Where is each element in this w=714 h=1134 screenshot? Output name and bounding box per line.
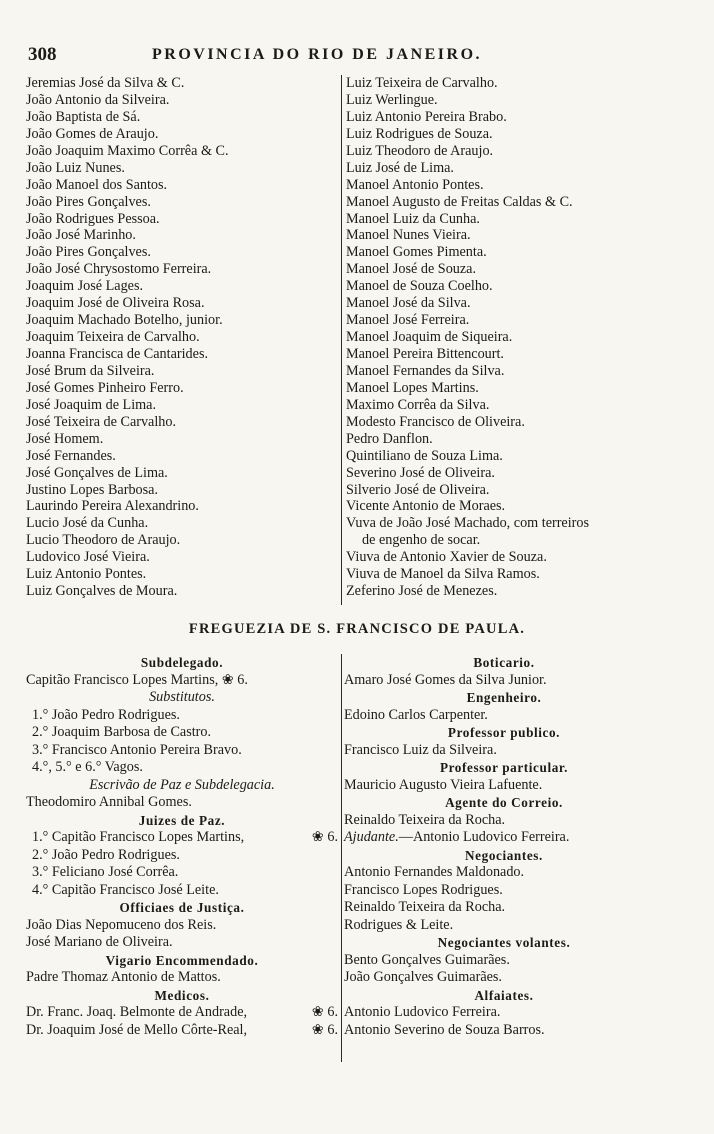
name-entry: José Homem. bbox=[26, 430, 104, 447]
name-entry: José Teixeira de Carvalho. bbox=[26, 413, 177, 430]
prof-publico-heading: Professor publico. bbox=[447, 725, 561, 740]
name-entry: Manoel Fernandes da Silva. bbox=[346, 362, 505, 379]
officiaes-heading: Officiaes de Justiça. bbox=[119, 900, 245, 915]
name-entry: Luiz Teixeira de Carvalho. bbox=[346, 75, 498, 91]
name-entry: José Gonçalves de Lima. bbox=[26, 464, 168, 481]
column-divider-bottom bbox=[341, 654, 342, 1062]
substituto-item: 3.° Francisco Antonio Pereira Bravo. bbox=[32, 741, 242, 758]
names-list-left bbox=[26, 75, 326, 600]
name-entry: Manoel José de Souza. bbox=[346, 261, 477, 278]
name-entry: Manoel José Ferreira. bbox=[346, 312, 470, 329]
name-entry: Lucio Theodoro de Araujo. bbox=[26, 532, 181, 549]
prof-particular-heading: Professor particular. bbox=[439, 760, 569, 775]
juizes-heading: Juizes de Paz. bbox=[138, 812, 226, 828]
name-entry: João José Chrysostomo Ferreira. bbox=[26, 261, 212, 278]
name-entry: Quintiliano de Souza Lima. bbox=[346, 447, 503, 464]
substitutos-heading: Substitutos. bbox=[149, 689, 215, 705]
name-entry: Manoel Nunes Vieira. bbox=[346, 227, 471, 244]
name-entry: Luiz Rodrigues de Souza. bbox=[346, 125, 493, 142]
alfaiate-item: Antonio Ludovico Ferreira. bbox=[344, 1004, 501, 1020]
name-entry: Manoel Augusto de Freitas Caldas & C. bbox=[346, 193, 573, 210]
medico-1-name: Dr. Franc. Joaq. Belmonte de Andrade, bbox=[26, 1004, 248, 1020]
ajudante-name: —Antonio Ludovico Ferreira. bbox=[398, 829, 570, 845]
name-entry: Manoel Luiz da Cunha. bbox=[346, 210, 480, 227]
name-entry: João Antonio da Silveira. bbox=[26, 91, 170, 108]
negociante-item: Francisco Lopes Rodrigues. bbox=[344, 881, 503, 898]
name-entry: Joaquim Machado Botelho, junior. bbox=[26, 312, 223, 329]
official-item: João Dias Nepomuceno dos Reis. bbox=[26, 916, 217, 933]
medico-1-mark: ❀ 6. bbox=[311, 1004, 338, 1020]
boticario-heading: Boticario. bbox=[473, 655, 535, 670]
name-entry: Vuva de João José Machado, com terreiros bbox=[346, 515, 590, 532]
name-entry: Severino José de Oliveira. bbox=[346, 464, 495, 481]
name-entry: Manoel José da Silva. bbox=[346, 295, 471, 312]
juiz-item: 3.° Feliciano José Corrêa. bbox=[32, 864, 179, 880]
officials-column bbox=[26, 654, 338, 1039]
name-entry: Manoel de Souza Coelho. bbox=[346, 278, 493, 295]
boticario-name: Amaro José Gomes da Silva Junior. bbox=[344, 671, 547, 688]
prof-publico-name: Francisco Luiz da Silveira. bbox=[344, 741, 497, 758]
juiz-item: 2.° João Pedro Rodrigues. bbox=[32, 846, 180, 863]
name-entry: José Joaquim de Lima. bbox=[26, 396, 157, 413]
name-entry: Jeremias José da Silva & C. bbox=[26, 75, 185, 91]
name-entry: Maximo Corrêa da Silva. bbox=[346, 396, 490, 413]
name-entry: Viuva de Antonio Xavier de Souza. bbox=[346, 549, 547, 566]
negociante-item: Rodrigues & Leite. bbox=[344, 916, 454, 933]
names-list-right bbox=[346, 75, 686, 600]
name-entry: Ludovico José Vieira. bbox=[26, 549, 150, 566]
name-entry: Justino Lopes Barbosa. bbox=[26, 481, 159, 498]
medico-item bbox=[26, 1004, 338, 1022]
name-entry: Manoel Joaquim de Siqueira. bbox=[346, 329, 513, 346]
name-entry: Zeferino José de Menezes. bbox=[346, 583, 498, 600]
substituto-item: 2.° Joaquim Barbosa de Castro. bbox=[32, 724, 212, 740]
juiz-1-name: 1.° Capitão Francisco Lopes Martins, bbox=[32, 829, 245, 845]
prof-particular-name: Mauricio Augusto Vieira Lafuente. bbox=[344, 776, 543, 793]
name-entry: Viuva de Manoel da Silva Ramos. bbox=[346, 566, 540, 583]
name-entry: Pedro Danflon. bbox=[346, 430, 433, 447]
substituto-item: 1.° João Pedro Rodrigues. bbox=[32, 706, 180, 723]
volantes-heading: Negociantes volantes. bbox=[437, 935, 571, 950]
name-entry: Luiz Werlingue. bbox=[346, 91, 438, 108]
name-entry: Lucio José da Cunha. bbox=[26, 515, 149, 532]
juiz-item: 4.° Capitão Francisco José Leite. bbox=[32, 881, 219, 898]
name-entry: Laurindo Pereira Alexandrino. bbox=[26, 498, 199, 515]
name-entry: Luiz Theodoro de Araujo. bbox=[346, 142, 494, 159]
name-entry: João Pires Gonçalves. bbox=[26, 244, 151, 261]
alfaiates-heading: Alfaiates. bbox=[474, 987, 534, 1003]
negociante-item: Antonio Fernandes Maldonado. bbox=[344, 864, 525, 880]
volante-item: Bento Gonçalves Guimarães. bbox=[344, 951, 510, 968]
subdelegado-mark: ❀ 6. bbox=[221, 671, 248, 688]
escrivao-name: Theodomiro Annibal Gomes. bbox=[26, 794, 192, 810]
medico-2-name: Dr. Joaquim José de Mello Côrte-Real, bbox=[26, 1021, 248, 1038]
juiz-1-mark: ❀ 6. bbox=[311, 829, 338, 845]
subdelegado-name: Capitão Francisco Lopes Martins, bbox=[26, 671, 219, 688]
name-entry: Joaquim José Lages. bbox=[26, 278, 144, 295]
correio-name: Reinaldo Teixeira da Rocha. bbox=[344, 811, 506, 828]
trades-column bbox=[344, 654, 664, 1039]
subdelegado-heading: Subdelegado. bbox=[140, 655, 224, 670]
page-number: 308 bbox=[28, 44, 57, 65]
subdelegado-entry bbox=[26, 672, 338, 690]
name-entry: de engenho de socar. bbox=[362, 532, 481, 549]
name-entry: Luiz Antonio Pereira Brabo. bbox=[346, 108, 507, 125]
volante-item: João Gonçalves Guimarães. bbox=[344, 969, 502, 985]
alfaiate-item: Antonio Severino de Souza Barros. bbox=[344, 1021, 545, 1038]
name-entry: Joanna Francisca de Cantarides. bbox=[26, 346, 209, 362]
substituto-item: 4.°, 5.° e 6.° Vagos. bbox=[32, 759, 143, 775]
name-entry: José Gomes Pinheiro Ferro. bbox=[26, 379, 184, 396]
official-item: José Mariano de Oliveira. bbox=[26, 934, 173, 950]
ajudante-entry bbox=[344, 829, 664, 847]
name-entry: João Pires Gonçalves. bbox=[26, 193, 151, 210]
name-entry: José Fernandes. bbox=[26, 447, 116, 464]
name-entry: Modesto Francisco de Oliveira. bbox=[346, 413, 525, 430]
name-entry: Joaquim José de Oliveira Rosa. bbox=[26, 295, 205, 312]
name-entry: Manoel Pereira Bittencourt. bbox=[346, 346, 504, 362]
name-entry: Vicente Antonio de Moraes. bbox=[346, 498, 506, 515]
column-divider-top bbox=[341, 75, 342, 605]
name-entry: Manoel Antonio Pontes. bbox=[346, 176, 484, 193]
name-entry: Silverio José de Oliveira. bbox=[346, 481, 490, 498]
medico-item bbox=[26, 1022, 338, 1040]
medico-2-mark: ❀ 6. bbox=[311, 1021, 338, 1038]
name-entry: José Brum da Silveira. bbox=[26, 362, 155, 379]
ajudante-label: Ajudante. bbox=[344, 829, 399, 845]
name-entry: Joaquim Teixeira de Carvalho. bbox=[26, 329, 200, 346]
juiz-item bbox=[26, 829, 338, 847]
name-entry: João Manoel dos Santos. bbox=[26, 176, 168, 193]
negociante-item: Reinaldo Teixeira da Rocha. bbox=[344, 899, 506, 915]
engenheiro-name: Edoino Carlos Carpenter. bbox=[344, 706, 488, 723]
correio-heading: Agente do Correio. bbox=[445, 795, 563, 810]
name-entry: João Rodrigues Pessoa. bbox=[26, 210, 160, 227]
name-entry: João Luiz Nunes. bbox=[26, 159, 125, 176]
medicos-heading: Medicos. bbox=[154, 987, 210, 1003]
name-entry: João José Marinho. bbox=[26, 227, 136, 244]
name-entry: Luiz Antonio Pontes. bbox=[26, 566, 147, 583]
vigario-name: Padre Thomaz Antonio de Mattos. bbox=[26, 969, 221, 985]
section-title: FREGUEZIA DE S. FRANCISCO DE PAULA. bbox=[188, 621, 526, 637]
name-entry: Luiz Gonçalves de Moura. bbox=[26, 583, 178, 600]
name-entry: Manoel Lopes Martins. bbox=[346, 379, 479, 396]
escrivao-heading: Escrivão de Paz e Subdelegacia. bbox=[89, 776, 275, 793]
negociantes-heading: Negociantes. bbox=[465, 847, 543, 863]
engenheiro-heading: Engenheiro. bbox=[466, 690, 542, 705]
name-entry: Luiz José de Lima. bbox=[346, 159, 454, 176]
vigario-heading: Vigario Encommendado. bbox=[105, 952, 259, 968]
name-entry: João Gomes de Araujo. bbox=[26, 125, 159, 142]
name-entry: João Baptista de Sá. bbox=[26, 108, 141, 125]
page-title: PROVINCIA DO RIO DE JANEIRO. bbox=[152, 46, 483, 63]
name-entry: João Joaquim Maximo Corrêa & C. bbox=[26, 142, 229, 159]
name-entry: Manoel Gomes Pimenta. bbox=[346, 244, 487, 261]
